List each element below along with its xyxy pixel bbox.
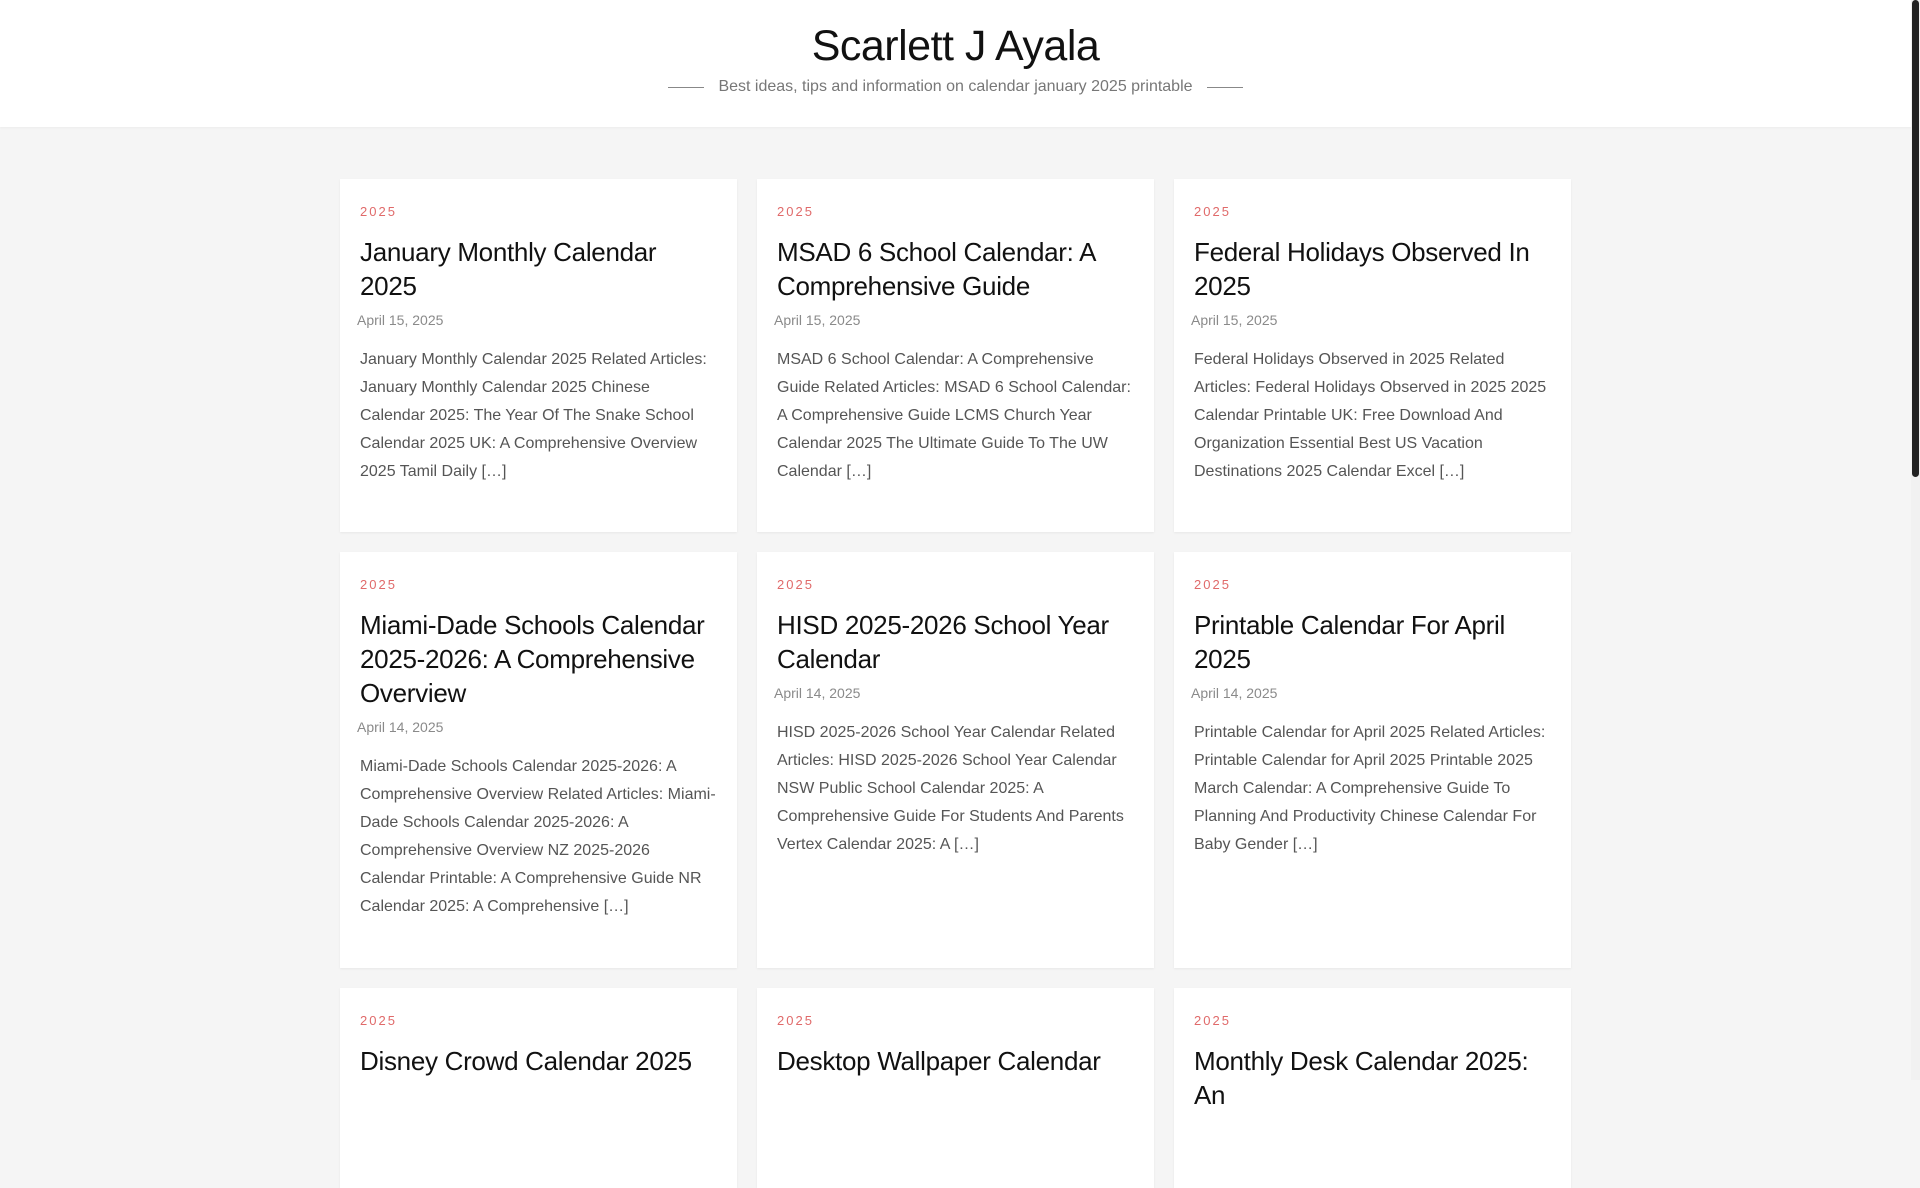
post-title-link[interactable]: January Monthly Calendar 2025 bbox=[360, 237, 657, 301]
post-card bbox=[1174, 552, 1571, 968]
post-card bbox=[340, 988, 737, 1188]
post-card bbox=[1174, 988, 1571, 1188]
post-card bbox=[757, 552, 1154, 968]
post-category-link[interactable]: 2025 bbox=[360, 1013, 397, 1028]
post-date: April 15, 2025 bbox=[357, 312, 444, 328]
post-date: April 14, 2025 bbox=[774, 685, 861, 701]
site-tagline: Best ideas, tips and information on calendar january 2025 printable bbox=[718, 78, 1193, 95]
scrollbar-thumb[interactable] bbox=[1912, 0, 1919, 477]
post-category-link[interactable]: 2025 bbox=[1194, 577, 1231, 592]
post-category-link[interactable]: 2025 bbox=[360, 577, 397, 592]
post-title-link[interactable]: Federal Holidays Observed In 2025 bbox=[1194, 237, 1530, 301]
post-date: April 15, 2025 bbox=[774, 312, 861, 328]
post-grid bbox=[340, 179, 1571, 1188]
post-card bbox=[340, 179, 737, 532]
post-title-link[interactable]: Printable Calendar For April 2025 bbox=[1194, 610, 1505, 674]
post-date: April 14, 2025 bbox=[357, 719, 444, 735]
site-title[interactable]: Scarlett J Ayala bbox=[811, 22, 1100, 70]
post-excerpt: Printable Calendar for April 2025 Related Articles: Printable Calendar for April 2025 Printable 2025 March Calendar: A Comprehensive Guide To Planning And Productivity Chinese Calendar For Baby Gender […] bbox=[1194, 724, 1546, 853]
tagline-divider-right bbox=[1207, 87, 1243, 88]
post-title-link[interactable]: Monthly Desk Calendar 2025: An bbox=[1194, 1046, 1529, 1110]
post-excerpt: Miami-Dade Schools Calendar 2025-2026: A Comprehensive Overview Related Articles: Miami-Dade Schools Calendar 2025-2026: A Comprehensive Overview NZ 2025-2026 Calendar Printable: A Comprehensive Guide NR Calendar 2025: A Comprehensive […] bbox=[360, 758, 716, 915]
post-title-link[interactable]: HISD 2025-2026 School Year Calendar bbox=[777, 610, 1109, 674]
post-excerpt: Federal Holidays Observed in 2025 Related Articles: Federal Holidays Observed in 2025 2025 Calendar Printable UK: Free Download And Organization Essential Best US Vacation Destinations 2025 Calendar Excel […] bbox=[1194, 351, 1547, 480]
post-category-link[interactable]: 2025 bbox=[777, 1013, 814, 1028]
post-excerpt: January Monthly Calendar 2025 Related Articles: January Monthly Calendar 2025 Chinese Calendar 2025: The Year Of The Snake School Calendar 2025 UK: A Comprehensive Overview 2025 Tamil Daily […] bbox=[360, 351, 707, 480]
post-category-link[interactable]: 2025 bbox=[777, 204, 814, 219]
post-category-link[interactable]: 2025 bbox=[1194, 1013, 1231, 1028]
post-category-link[interactable]: 2025 bbox=[777, 577, 814, 592]
post-excerpt: MSAD 6 School Calendar: A Comprehensive Guide Related Articles: MSAD 6 School Calendar: A Comprehensive Guide LCMS Church Year Calendar 2025 The Ultimate Guide To The UW Calendar […] bbox=[777, 351, 1131, 480]
post-title-link[interactable]: Desktop Wallpaper Calendar bbox=[777, 1046, 1101, 1076]
tagline-divider-left bbox=[668, 87, 704, 88]
post-card bbox=[757, 179, 1154, 532]
post-card bbox=[1174, 179, 1571, 532]
tagline-row bbox=[0, 78, 1911, 96]
page-scrollbar[interactable] bbox=[1911, 0, 1920, 1080]
post-category-link[interactable]: 2025 bbox=[1194, 204, 1231, 219]
post-date: April 15, 2025 bbox=[1191, 312, 1278, 328]
post-category-link[interactable]: 2025 bbox=[360, 204, 397, 219]
post-excerpt: HISD 2025-2026 School Year Calendar Related Articles: HISD 2025-2026 School Year Calendar NSW Public School Calendar 2025: A Comprehensive Guide For Students And Parents Vertex Calendar 2025: A […] bbox=[777, 724, 1124, 853]
post-title-link[interactable]: Disney Crowd Calendar 2025 bbox=[360, 1046, 692, 1076]
site-header bbox=[0, 0, 1911, 127]
post-card bbox=[757, 988, 1154, 1188]
post-date: April 14, 2025 bbox=[1191, 685, 1278, 701]
post-title-link[interactable]: Miami-Dade Schools Calendar 2025-2026: A Comprehensive Overview bbox=[360, 610, 705, 708]
post-card bbox=[340, 552, 737, 968]
post-title-link[interactable]: MSAD 6 School Calendar: A Comprehensive Guide bbox=[777, 237, 1095, 301]
